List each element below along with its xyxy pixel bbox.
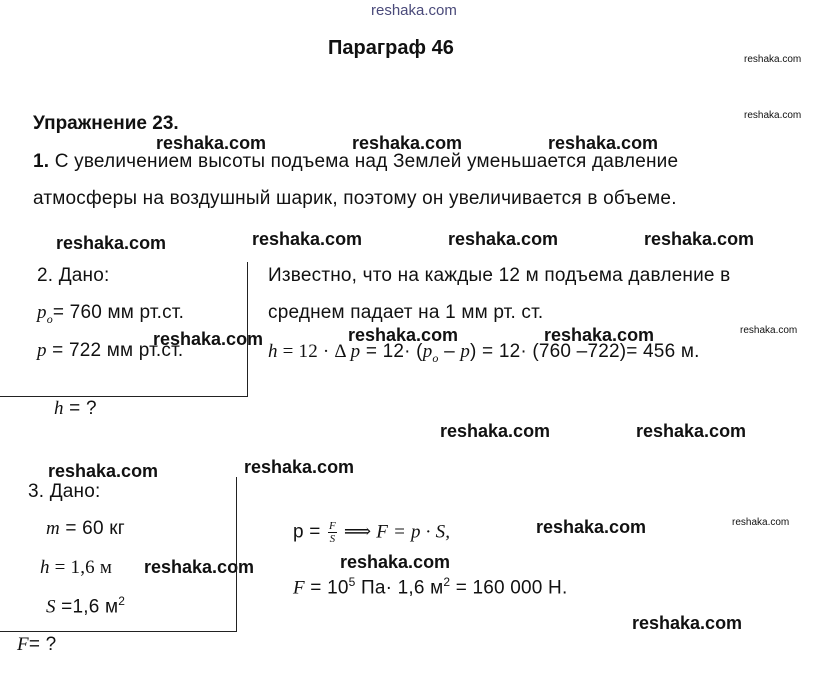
eq-part: p = xyxy=(293,521,327,543)
task2-header-text: 2. Дано: xyxy=(37,265,110,286)
subscript-o: o xyxy=(46,311,53,326)
symbol-s: S xyxy=(46,596,56,618)
given-divider-vertical xyxy=(247,262,248,396)
watermark: reshaka.com xyxy=(548,133,659,153)
symbol-m: m xyxy=(46,518,60,539)
value-s: =1,6 м xyxy=(55,596,119,618)
watermark-small: reshaka.com xyxy=(732,517,790,528)
symbol-h: h xyxy=(54,398,64,419)
value-m: = 60 кг xyxy=(59,518,125,539)
watermark: reshaka.com xyxy=(56,233,167,253)
task3-given-h xyxy=(40,557,112,579)
task3-given-header xyxy=(28,481,101,503)
symbol-p: p xyxy=(37,302,47,323)
subscript-o: o xyxy=(432,350,439,365)
task2-given-p0 xyxy=(37,302,184,327)
task2-solution-line1: Известно, что на каждые 12 м подъема давление в xyxy=(268,265,731,286)
watermark: reshaka.com xyxy=(144,557,255,577)
watermark: reshaka.com xyxy=(352,133,463,153)
value-p0: = 760 мм рт.ст. xyxy=(52,302,185,323)
fraction-f-over-s xyxy=(328,520,337,545)
task3-equation1 xyxy=(293,520,450,545)
value-h: = 1,6 м xyxy=(49,557,113,578)
watermark: reshaka.com xyxy=(440,421,551,441)
exercise-heading: Упражнение 23. xyxy=(33,113,179,134)
eq-part: – xyxy=(438,341,461,362)
fraction-denominator: S xyxy=(329,533,336,545)
implies-icon: ⟹ xyxy=(338,521,377,543)
power: 5 xyxy=(348,575,356,589)
eq-result: = 160 000 Н. xyxy=(450,577,568,599)
task1-text: С увеличением высоты подъема над Землей уменьшается давление xyxy=(49,151,679,172)
eq-part: = 12 · Δ xyxy=(277,341,351,362)
watermark-small: reshaka.com xyxy=(744,54,802,65)
task3-find-f xyxy=(17,634,56,656)
task3-equation2 xyxy=(293,575,567,599)
symbol-h: h xyxy=(268,341,278,362)
watermark: reshaka.com xyxy=(632,613,743,633)
watermark: reshaka.com xyxy=(544,325,655,345)
question: = ? xyxy=(63,398,97,419)
watermark: reshaka.com xyxy=(340,552,451,572)
symbol-p: p xyxy=(350,341,361,362)
eq-part: = 12· ( xyxy=(360,341,423,362)
fraction-numerator: F xyxy=(329,520,336,532)
power: 2 xyxy=(118,594,126,608)
given-divider-vertical xyxy=(236,477,237,631)
task2-given-header xyxy=(37,265,110,287)
symbol-p: p xyxy=(37,340,47,361)
symbol-p: p xyxy=(422,341,433,362)
task2-solution-line2: среднем падает на 1 мм рт. ст. xyxy=(268,302,544,323)
task2-find-h xyxy=(54,398,97,420)
task2-equation xyxy=(268,341,700,366)
symbol-f: F xyxy=(293,577,305,599)
eq-part: Па· 1,6 м xyxy=(355,577,444,599)
watermark: reshaka.com xyxy=(348,325,459,345)
task1-line1 xyxy=(33,151,678,173)
watermark: reshaka.com xyxy=(536,517,647,537)
task3-given-m xyxy=(46,518,125,540)
symbol-f: F xyxy=(17,634,29,655)
given-divider-horizontal xyxy=(0,396,248,397)
eq-part: F = p · S, xyxy=(376,521,451,543)
symbol-p: p xyxy=(460,341,471,362)
watermark-small: reshaka.com xyxy=(744,110,802,121)
symbol-h: h xyxy=(40,557,50,578)
watermark: reshaka.com xyxy=(244,457,355,477)
watermark: reshaka.com xyxy=(48,461,159,481)
watermark: reshaka.com xyxy=(644,229,755,249)
task3-given-s xyxy=(46,594,125,618)
watermark-top: reshaka.com xyxy=(371,2,457,19)
eq-part: = 10 xyxy=(304,577,349,599)
given-divider-horizontal xyxy=(0,631,237,632)
question: = ? xyxy=(28,634,57,655)
value-p: = 722 мм рт.ст. xyxy=(46,340,184,361)
power: 2 xyxy=(443,575,451,589)
task3-header-text: 3. Дано: xyxy=(28,481,101,502)
watermark: reshaka.com xyxy=(636,421,747,441)
watermark: reshaka.com xyxy=(252,229,363,249)
task1-number: 1. xyxy=(33,151,50,172)
watermark: reshaka.com xyxy=(156,133,267,153)
task1-line2: атмосферы на воздушный шарик, поэтому он увеличивается в объеме. xyxy=(33,188,677,209)
watermark: reshaka.com xyxy=(153,329,264,349)
page-title: Параграф 46 xyxy=(328,37,454,59)
watermark: reshaka.com xyxy=(448,229,559,249)
eq-result: ) = 12· (760 –722)= 456 м. xyxy=(470,341,700,362)
watermark-small: reshaka.com xyxy=(740,325,798,336)
